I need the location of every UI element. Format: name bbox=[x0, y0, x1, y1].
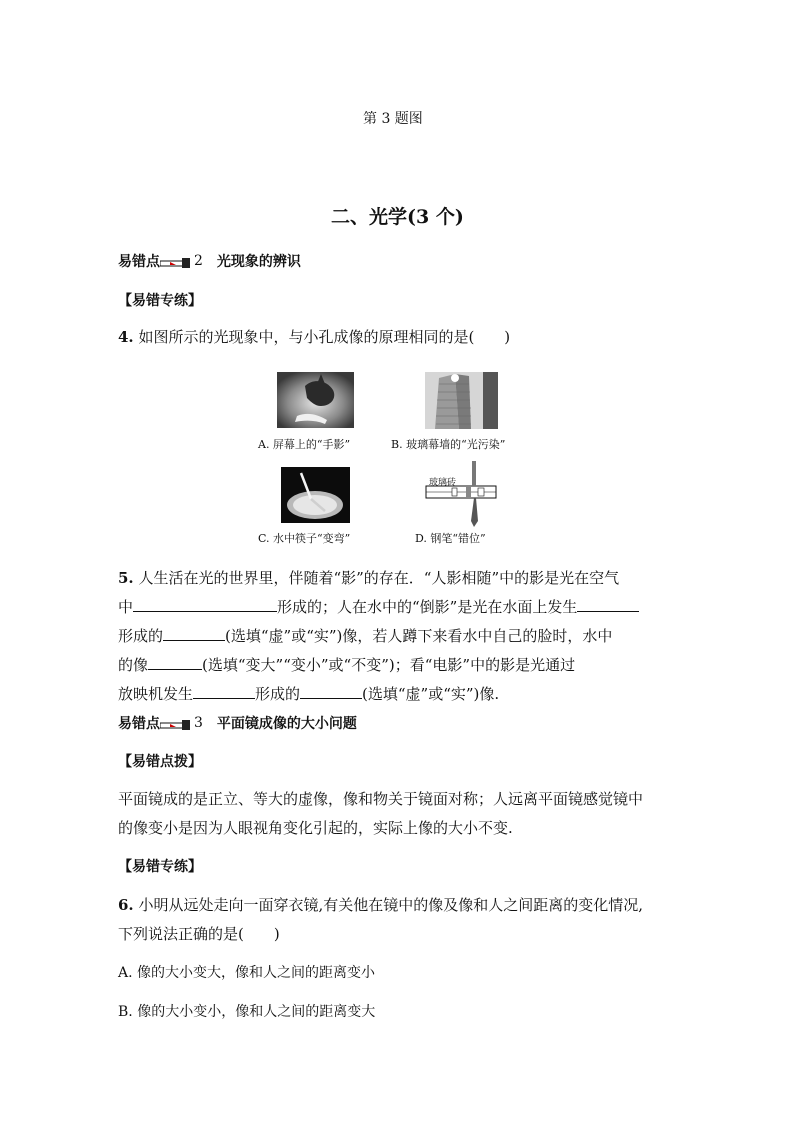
answer-blank[interactable] bbox=[133, 595, 277, 612]
answer-blank[interactable] bbox=[193, 682, 255, 699]
answer-blank[interactable] bbox=[163, 624, 225, 641]
question-text: 放映机发生 bbox=[118, 685, 194, 703]
question-6 bbox=[118, 891, 693, 949]
question-text: (选填“虚”或“实”)像，若人蹲下来看水中自己的脸时，水中 bbox=[225, 627, 613, 645]
question-text: (选填“虚”或“实”)像. bbox=[362, 685, 500, 703]
question-text: 形成的 bbox=[118, 627, 164, 645]
tip-line-2: 的像变小是因为人眼视角变化引起的，实际上像的大小不变. bbox=[118, 819, 513, 837]
question-text: 中 bbox=[118, 598, 134, 616]
drill-label: 【易错专练】 bbox=[118, 293, 202, 309]
error-point-title: 光现象的辨识 bbox=[216, 254, 301, 270]
question-number: 5. bbox=[118, 569, 134, 587]
error-point-3 bbox=[118, 713, 357, 733]
drill-label: 【易错专练】 bbox=[118, 859, 202, 875]
error-point-number: 2 bbox=[194, 253, 203, 269]
image-a-hand-shadow bbox=[277, 372, 354, 432]
image-b-caption: B. 玻璃幕墙的“光污染” bbox=[391, 438, 506, 451]
question-text: 人生活在光的世界里，伴随着“影”的存在．“人影相随”中的影是光在空气 bbox=[138, 569, 620, 587]
error-point-prefix: 易错点 bbox=[118, 254, 160, 270]
image-b-glass-wall bbox=[425, 372, 498, 433]
option-b: B. 像的大小变小，像和人之间的距离变大 bbox=[118, 1004, 376, 1020]
question-number: 6. bbox=[118, 896, 134, 914]
image-d-pen-glass-block bbox=[418, 461, 500, 531]
question-text: 小明从远处走向一面穿衣镜,有关他在镜中的像及像和人之间距离的变化情况, bbox=[138, 896, 643, 914]
error-point-tag-icon bbox=[160, 718, 190, 728]
tip-line-1: 平面镜成的是正立、等大的虚像，像和物关于镜面对称；人远离平面镜感觉镜中 bbox=[118, 790, 644, 808]
image-c-caption: C. 水中筷子“变弯” bbox=[258, 532, 351, 545]
question-4 bbox=[118, 323, 510, 352]
image-a-caption: A. 屏幕上的“手影” bbox=[258, 438, 351, 451]
figure-3-caption: 第 3 题图 bbox=[363, 111, 423, 127]
answer-blank[interactable] bbox=[577, 595, 639, 612]
question-text: 如图所示的光现象中，与小孔成像的原理相同的是( ) bbox=[138, 328, 511, 346]
question-5 bbox=[118, 564, 688, 709]
error-point-2 bbox=[118, 251, 301, 271]
question-text: (选填“变大”“变小”或“不变”)；看“电影”中的影是光通过 bbox=[202, 656, 576, 674]
question-5-line-5 bbox=[118, 680, 688, 709]
question-5-line-1 bbox=[118, 564, 688, 593]
error-point-prefix: 易错点 bbox=[118, 716, 160, 732]
image-c-chopstick-in-water bbox=[281, 467, 350, 527]
glass-block-label: 玻璃砖 bbox=[429, 478, 457, 488]
question-6-line-1 bbox=[118, 891, 693, 920]
question-6-line-2: 下列说法正确的是( ) bbox=[118, 925, 280, 943]
question-5-line-2 bbox=[118, 593, 688, 622]
tip-label: 【易错点拨】 bbox=[118, 754, 202, 770]
tip-paragraph bbox=[118, 785, 688, 843]
question-5-line-4 bbox=[118, 651, 688, 680]
error-point-number: 3 bbox=[194, 715, 203, 731]
error-point-tag-icon bbox=[160, 256, 190, 266]
answer-blank[interactable] bbox=[300, 682, 362, 699]
question-number: 4. bbox=[118, 328, 134, 346]
question-text: 形成的；人在水中的“倒影”是光在水面上发生 bbox=[277, 598, 578, 616]
section-title: 二、光学(3 个) bbox=[331, 206, 464, 228]
error-point-title: 平面镜成像的大小问题 bbox=[216, 716, 357, 732]
option-a: A. 像的大小变大，像和人之间的距离变小 bbox=[118, 965, 376, 981]
question-text: 的像 bbox=[118, 656, 149, 674]
answer-blank[interactable] bbox=[148, 653, 202, 670]
image-d-caption: D. 钢笔“错位” bbox=[415, 532, 486, 545]
question-text: 形成的 bbox=[255, 685, 301, 703]
question-5-line-3 bbox=[118, 622, 688, 651]
